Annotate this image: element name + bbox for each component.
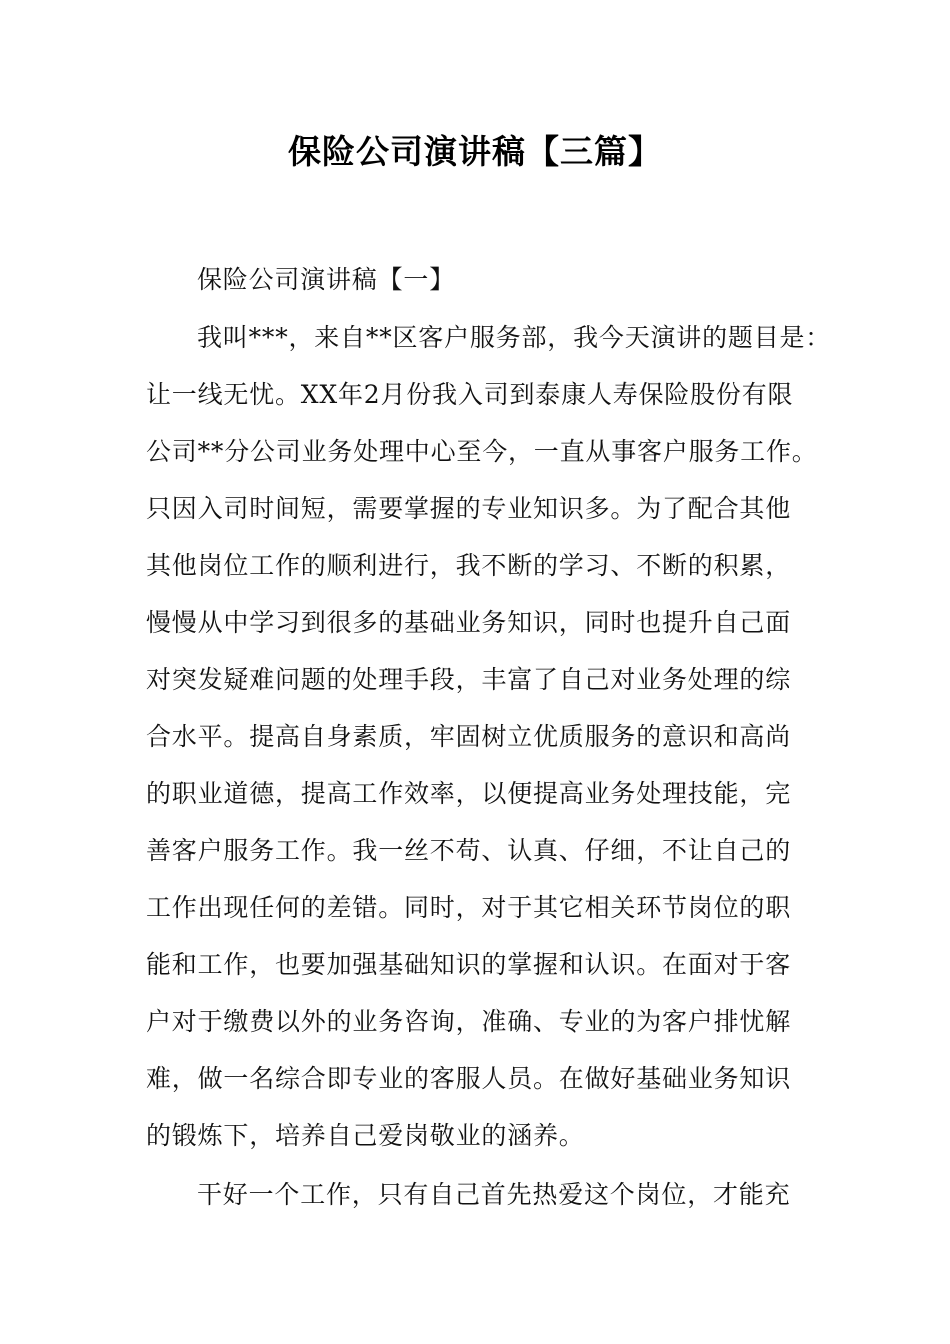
paragraph-line: 慢慢从中学习到很多的基础业务知识，同时也提升自己面 xyxy=(146,608,792,637)
paragraph-line: 善客户服务工作。我一丝不苟、认真、仔细，不让自己的 xyxy=(146,836,792,865)
paragraph-line: 工作出现任何的差错。同时，对于其它相关环节岗位的职 xyxy=(146,893,792,922)
paragraph-line: 干好一个工作，只有自己首先热爱这个岗位，才能充 xyxy=(197,1180,791,1209)
paragraph-line: 户对于缴费以外的业务咨询，准确、专业的为客户排忧解 xyxy=(146,1007,792,1036)
paragraph-line: 让一线无忧。XX年2月份我入司到泰康人寿保险股份有限 xyxy=(146,380,794,409)
paragraph-line: 我叫***，来自**区客户服务部，我今天演讲的题目是： xyxy=(197,323,832,352)
paragraph-line: 其他岗位工作的顺利进行，我不断的学习、不断的积累， xyxy=(146,551,792,580)
section-heading: 保险公司演讲稿【一】 xyxy=(197,265,456,294)
paragraph-line: 能和工作，也要加强基础知识的掌握和认识。在面对于客 xyxy=(146,950,792,979)
paragraph-line: 的锻炼下，培养自己爱岗敬业的涵养。 xyxy=(146,1121,585,1150)
paragraph-line: 的职业道德，提高工作效率，以便提高业务处理技能，完 xyxy=(146,779,792,808)
paragraph-line: 对突发疑难问题的处理手段，丰富了自己对业务处理的综 xyxy=(146,665,792,694)
paragraph-line: 合水平。提高自身素质，牢固树立优质服务的意识和高尚 xyxy=(146,722,792,751)
document-title: 保险公司演讲稿【三篇】 xyxy=(288,132,662,171)
paragraph-line: 公司**分公司业务处理中心至今，一直从事客户服务工作。 xyxy=(146,437,818,466)
paragraph-line: 难，做一名综合即专业的客服人员。在做好基础业务知识 xyxy=(146,1064,792,1093)
paragraph-line: 只因入司时间短，需要掌握的专业知识多。为了配合其他 xyxy=(146,494,792,523)
